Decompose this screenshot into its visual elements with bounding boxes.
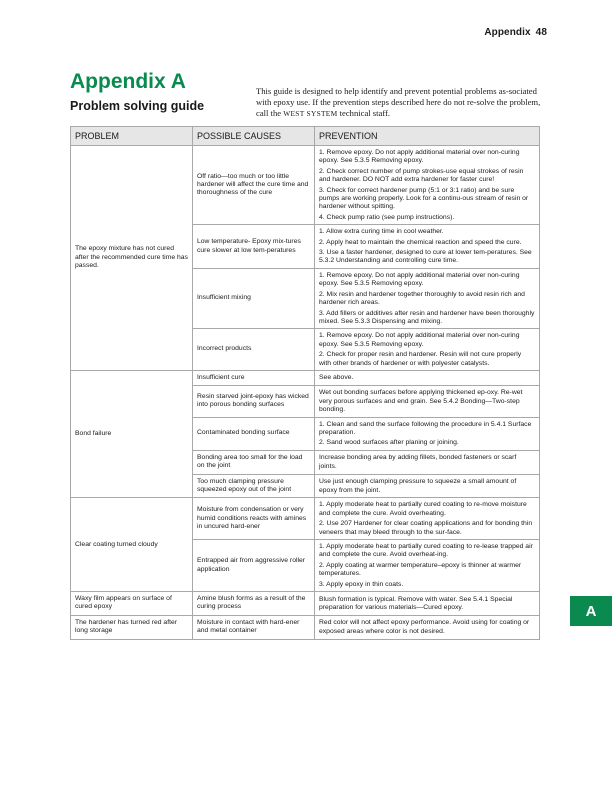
prevention-step: 2. Check correct number of pump strokes-use equal strokes of resin and hardener. DO NOT add extra hardener for faster cure! [319, 167, 524, 184]
prevention-step: Increase bonding area by adding fillets, bonded fasteners or scarf joints. [319, 454, 517, 470]
page-number: 48 [535, 27, 547, 38]
table-row [71, 498, 540, 540]
prevention-cell [315, 474, 540, 498]
cause-cell: Resin starved joint-epoxy has wicked into porous bonding surfaces [193, 386, 315, 417]
table-row [71, 592, 540, 616]
table-row [71, 615, 540, 639]
prevention-step: 3. Check for correct hardener pump (5:1 or 3:1 ratio) and be sure pumps are working properly. Look for a continu-ous stream of resin or hardener without spitting. [319, 186, 529, 211]
problem-cell: Clear coating turned cloudy [71, 498, 193, 592]
prevention-step: Wet out bonding surfaces before applying thickened ep-oxy. Re-wet very porous surfaces and end grain. See 5.4.2 Bonding—Two-step bonding. [319, 389, 523, 414]
cause-cell: Amine blush forms as a result of the curing process [193, 592, 315, 616]
prevention-step: Blush formation is typical. Remove with water. See 5.4.1 Special preparation for various materials—Cured epoxy. [319, 595, 513, 611]
problem-cell: The epoxy mixture has not cured after the recommended cure time has passed. [71, 146, 193, 371]
intro-text-after: technical staff. [337, 108, 391, 119]
prevention-step: 3. Apply epoxy in thin coats. [319, 580, 404, 588]
prevention-cell [315, 450, 540, 474]
prevention-step: 1. Clean and sand the surface following the procedure in 5.4.1 Surface preparation. [319, 420, 532, 436]
page-title: Appendix A [70, 70, 186, 93]
prevention-step: 2. Mix resin and hardener together thoroughly to avoid resin rich and hardener rich areas. [319, 290, 525, 307]
prevention-step: 1. Remove epoxy. Do not apply additional material over non-curing epoxy. See 5.3.5 Removing epoxy. [319, 332, 520, 348]
prevention-step: 1. Remove epoxy. Do not apply additional material over non-curing epoxy. See 5.3.5 Removing epoxy. [319, 271, 520, 288]
cause-cell: Moisture from condensation or very humid conditions reacts with amines in uncured hard-ener [193, 498, 315, 540]
cause-cell: Incorrect products [193, 329, 315, 371]
running-head-label: Appendix [484, 27, 531, 38]
appendix-side-tab: A [570, 596, 612, 626]
prevention-step: Use just enough clamping pressure to squeeze a small amount of epoxy from the joint. [319, 478, 517, 494]
prevention-step: 2. Apply heat to maintain the chemical reaction and speed the cure. [319, 238, 522, 246]
problem-cell: The hardener has turned red after long storage [71, 615, 193, 639]
running-head [484, 27, 547, 38]
cause-cell: Low temperature- Epoxy mix-tures cure slower at low tem-peratures [193, 225, 315, 269]
table-header-row [71, 127, 540, 146]
cause-cell: Bonding area too small for the load on the joint [193, 450, 315, 474]
table-body [71, 146, 540, 640]
cause-cell: Entrapped air from aggressive roller application [193, 540, 315, 592]
table-row [71, 146, 540, 225]
cause-cell: Contaminated bonding surface [193, 417, 315, 450]
page-subtitle: Problem solving guide [70, 99, 205, 113]
intro-brand: WEST SYSTEM [283, 109, 338, 119]
prevention-cell [315, 592, 540, 616]
prevention-step: Red color will not affect epoxy performance. Avoid using for coating or exposed areas where color is not desired. [319, 619, 530, 635]
prevention-cell [315, 225, 540, 269]
prevention-step: See above. [319, 374, 354, 382]
problem-solving-table [70, 126, 540, 640]
prevention-cell [315, 498, 540, 540]
prevention-cell [315, 386, 540, 417]
problem-cell: Waxy film appears on surface of cured epoxy [71, 592, 193, 616]
header-prevention: PREVENTION [315, 127, 540, 146]
prevention-step: 1. Remove epoxy. Do not apply additional material over non-curing epoxy. See 5.3.5 Removing epoxy. [319, 149, 520, 165]
prevention-cell [315, 370, 540, 385]
prevention-step: 4. Check pump ratio (see pump instructions). [319, 213, 455, 221]
prevention-cell [315, 268, 540, 328]
prevention-step: 2. Check for proper resin and hardener. Resin will not cure properly with other brands of hardener or with polyester catalysts. [319, 351, 522, 367]
prevention-cell [315, 329, 540, 371]
cause-cell: Too much clamping pressure squeezed epoxy out of the joint [193, 474, 315, 498]
prevention-step: 1. Apply moderate heat to partially cured coating to re-move moisture and complete the cure. Avoid overheating. [319, 501, 527, 517]
prevention-cell [315, 615, 540, 639]
intro-text-before: This guide is designed to help identify and prevent potential problems as-sociated with epoxy use. If the prevention steps described here do not re-solve the problem, call the [256, 86, 541, 119]
cause-cell: Moisture in contact with hard-ener and metal container [193, 615, 315, 639]
cause-cell: Insufficient mixing [193, 268, 315, 328]
intro-paragraph [256, 86, 544, 120]
table-row [71, 370, 540, 385]
prevention-step: 1. Apply moderate heat to partially cured coating to re-lease trapped air and complete the cure. Avoid overheat-ing. [319, 543, 533, 559]
prevention-cell [315, 540, 540, 592]
prevention-step: 3. Add fillers or additives after resin and hardener have been thoroughly mixed. See 5.3.3 Dispensing and mixing. [319, 309, 535, 325]
prevention-cell [315, 146, 540, 225]
prevention-step: 2. Sand wood surfaces after planing or joining. [319, 439, 459, 447]
prevention-step: 3. Use a faster hardener, designed to cure at lower tem-peratures. See 5.3.2 Understanding and controlling cure time. [319, 249, 532, 265]
prevention-step: 2. Apply coating at warmer temperature–epoxy is thinner at warmer temperatures. [319, 561, 522, 578]
cause-cell: Off ratio—too much or too little hardener will affect the cure time and thoroughness of the cure [193, 146, 315, 225]
header-problem: PROBLEM [71, 127, 193, 146]
header-possible-causes: POSSIBLE CAUSES [193, 127, 315, 146]
prevention-cell [315, 417, 540, 450]
prevention-step: 2. Use 207 Hardener for clear coating applications and for bonding thin veneers that may bleed through to the sur-face. [319, 520, 533, 536]
cause-cell: Insufficient cure [193, 370, 315, 385]
prevention-step: 1. Allow extra curing time in cool weather. [319, 228, 444, 236]
problem-cell: Bond failure [71, 370, 193, 497]
